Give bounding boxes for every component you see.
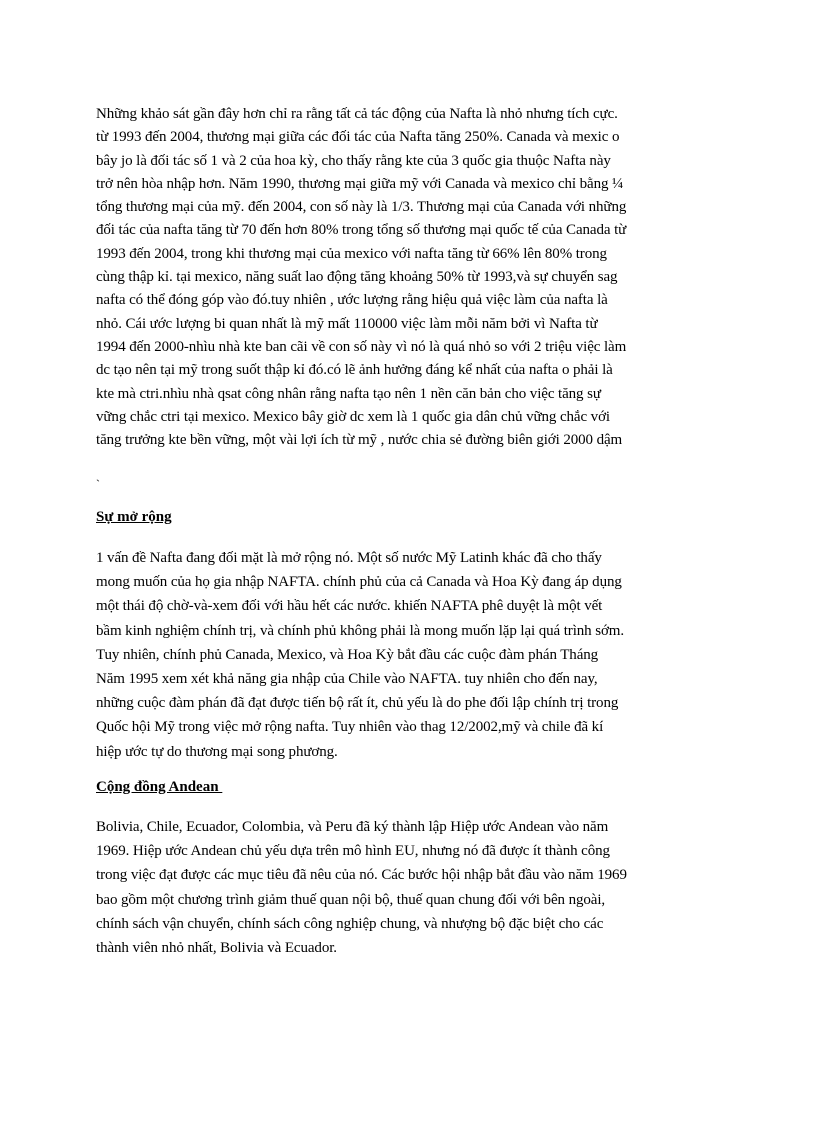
text-line: 1 vấn đề Nafta đang đối mặt là mở rộng nó. Một số nước Mỹ Latinh khác đã cho thấy xyxy=(96,550,602,566)
text-line: mong muốn của họ gia nhập NAFTA. chính phủ của cả Canada và Hoa Kỳ đang áp dụng xyxy=(96,574,622,591)
heading-expansion: Sự mở rộng xyxy=(96,509,172,525)
text-line: bầm kinh nghiệm chính trị, và chính phủ không phải là mong muốn lặp lại quá trình sớm. xyxy=(96,622,625,639)
text-line: bao gồm một chương trình giảm thuế quan nội bộ, thuế quan chung đối với bên ngoài, xyxy=(96,891,606,908)
text-line: hiệp ước tự do thương mại song phương. xyxy=(96,743,338,760)
text-line: tổng thương mại của mỹ. đến 2004, con số này là 1/3. Thương mại của Canada với những xyxy=(96,199,627,216)
text-line: vững chắc ctri tại mexico. Mexico bây giờ dc xem là 1 quốc gia dân chủ vững chắc với xyxy=(96,408,610,425)
text-line: 1994 đến 2000-nhìu nhà kte ban cãi về con số này vì nó là quá nhỏ so với 2 triệu việc làm xyxy=(96,338,627,355)
text-line: trở nên hòa nhập hơn. Năm 1990, thương mại giữa mỹ với Canada và mexico chỉ bằng ¼ xyxy=(96,175,624,192)
text-line: tăng trưởng kte bền vững, một vài lợi ích từ mỹ , nước chia sẻ đường biên giới 2000 dậm xyxy=(96,432,623,449)
text-line: bây jo là đối tác số 1 và 2 của hoa kỳ, cho thấy rằng kte của 3 quốc gia thuộc Nafta này xyxy=(96,152,611,169)
text-line: chính sách vận chuyển, chính sách công nghiệp chung, và nhượng bộ đặc biệt cho các xyxy=(96,915,604,932)
text-line: thành viên nhỏ nhất, Bolivia và Ecuador. xyxy=(96,940,337,957)
text-line: Tuy nhiên, chính phủ Canada, Mexico, và Hoa Kỳ bắt đầu các cuộc đàm phán Tháng xyxy=(96,646,599,663)
text-line: kte mà ctri.nhìu nhà qsat công nhân rằng nafta tạo nên 1 nền căn bản cho việc tăng sự xyxy=(96,385,601,402)
text-line: trong việc đạt được các mục tiêu đã nêu của nó. Các bước hội nhập bắt đầu vào năm 1969 xyxy=(96,867,627,884)
text-line: đối tác của nafta tăng từ 70 đến hơn 80% trong tổng số thương mại quốc tế của Canada từ xyxy=(96,222,627,239)
text-line: Quốc hội Mỹ trong việc mở rộng nafta. Tuy nhiên vào thag 12/2002,mỹ và chile đã kí xyxy=(96,719,604,736)
text-line: một thái độ chờ-và-xem đối với hầu hết các nước. khiến NAFTA phê duyệt là một vết xyxy=(96,598,603,615)
text-line: nafta có thể đóng góp vào đó.tuy nhiên , ước lượng rằng hiệu quả việc làm của nafta là xyxy=(96,292,608,309)
text-line: 1993 đến 2004, trong khi thương mại của mexico với nafta tăng từ 66% lên 80% trong xyxy=(96,245,607,262)
text-line: Bolivia, Chile, Ecuador, Colombia, và Peru đã ký thành lập Hiệp ước Andean vào năm xyxy=(96,819,609,835)
text-line: nhỏ. Cái ước lượng bi quan nhất là mỹ mất 110000 việc làm mỗi năm bởi vì Nafta từ xyxy=(96,315,598,332)
paragraph-andean xyxy=(96,815,736,960)
text-line: từ 1993 đến 2004, thương mại giữa các đối tác của Nafta tăng 250%. Canada và mexic o xyxy=(96,129,620,146)
text-line: Những khảo sát gần đây hơn chỉ ra rằng tất cả tác động của Nafta là nhỏ nhưng tích cực. xyxy=(96,106,618,122)
paragraph-nafta-impact xyxy=(96,103,736,452)
stray-mark: ` xyxy=(96,477,100,491)
text-line: cùng thập kỉ. tại mexico, năng suất lao động tăng khoảng 50% từ 1993,và sự chuyển sag xyxy=(96,269,618,286)
text-line: những cuộc đàm phán đã đạt được tiến bộ rất ít, chủ yếu là do phe đối lập chính trị trong xyxy=(96,695,619,712)
heading-andean: Cộng đồng Andean xyxy=(96,779,223,795)
text-line: 1969. Hiệp ước Andean chủ yếu dựa trên mô hình EU, nhưng nó đã được ít thành công xyxy=(96,843,610,860)
text-line: Năm 1995 xem xét khả năng gia nhập của Chile vào NAFTA. tuy nhiên cho đến nay, xyxy=(96,671,598,688)
text-line: dc tạo nên tại mỹ trong suốt thập kỉ đó.có lẽ ảnh hưởng đáng kể nhất của nafta o phải là xyxy=(96,362,613,379)
paragraph-expansion xyxy=(96,546,736,764)
